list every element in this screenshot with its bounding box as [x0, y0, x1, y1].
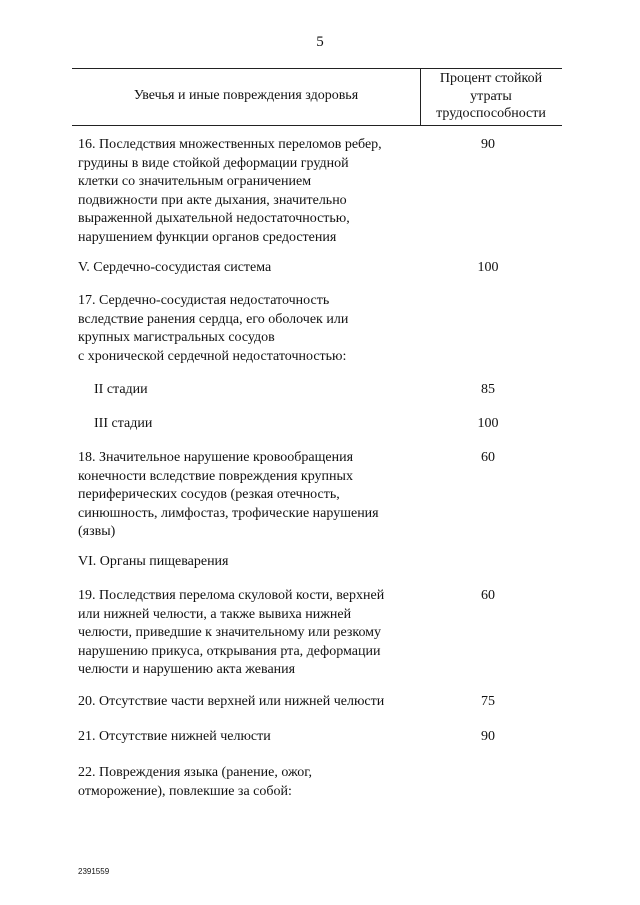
entry-21: [78, 728, 271, 747]
entry-line: 22. Повреждения языка (ранение, ожог,: [78, 765, 312, 780]
entry-line: конечности вследствие повреждения крупных: [78, 468, 353, 484]
header-percent-line: утраты: [470, 88, 512, 104]
entry-16-percent: 90: [481, 137, 495, 152]
table-header-rule: [72, 125, 562, 126]
entry-line: III стадии: [94, 416, 153, 431]
entry-line: 16. Последствия множественных переломов ребер,: [78, 137, 382, 152]
entry-line: периферических сосудов (резкая отечность,: [78, 487, 340, 502]
entry-19: [78, 587, 384, 680]
entry-line: синюшность, лимфостаз, трофические нарушения: [78, 505, 379, 521]
entry-18-percent: 60: [481, 450, 495, 465]
entry-line: II стадии: [94, 382, 148, 397]
entry-line: грудины в виде стойкой деформации грудной: [78, 155, 349, 171]
entry-line: 18. Значительное нарушение кровообращения: [78, 450, 354, 465]
entry-22: [78, 764, 312, 801]
entry-line: отморожение), повлекшие за собой:: [78, 783, 292, 799]
entry-line: челюсти, приведшие к значительному или резкому: [78, 625, 382, 640]
entry-line: 19. Последствия перелома скуловой кости, верхней: [78, 588, 385, 603]
header-percent-column: [421, 70, 561, 123]
entry-line: вследствие ранения сердца, его оболочек или: [78, 311, 349, 327]
entry-line: нарушением функции органов средостения: [78, 229, 337, 245]
entry-18: [78, 449, 379, 542]
entry-17-stage-ii: [94, 381, 148, 400]
section-vi-heading: [78, 553, 229, 572]
entry-line: или нижней челюсти, а также вывиха нижней: [78, 606, 352, 622]
entry-17-stage-iii-percent: 100: [477, 416, 499, 431]
entry-17-stage-ii-percent: 85: [481, 382, 495, 397]
entry-20: [78, 693, 384, 712]
document-code: 2391559: [78, 867, 110, 876]
entry-line: с хронической сердечной недостаточностью:: [78, 348, 347, 364]
entry-16: [78, 136, 382, 247]
table-top-rule: [72, 68, 562, 69]
header-percent-line: Процент стойкой: [439, 71, 543, 86]
entry-line: челюсти и нарушению акта жевания: [78, 662, 296, 677]
section-v-percent: 100: [477, 260, 499, 275]
page-number: 5: [316, 34, 324, 50]
entry-17: [78, 292, 348, 366]
entry-21-percent: 90: [481, 729, 495, 744]
entry-line: V. Сердечно-сосудистая система: [78, 260, 272, 275]
entry-19-percent: 60: [481, 588, 495, 603]
entry-line: выраженной дыхательной недостаточностью,: [78, 211, 350, 226]
header-percent-line: трудоспособности: [436, 106, 546, 121]
entry-line: подвижности при акте дыхания, значительно: [78, 192, 347, 208]
entry-line: 20. Отсутствие части верхней или нижней челюсти: [78, 694, 385, 709]
entry-20-percent: 75: [481, 694, 495, 709]
entry-17-stage-iii: [94, 415, 152, 434]
entry-line: (язвы): [78, 524, 116, 539]
entry-line: VI. Органы пищеварения: [78, 554, 229, 569]
entry-line: клетки со значительным ограничением: [78, 174, 312, 189]
header-injuries-column: Увечья и иные повреждения здоровья: [133, 88, 359, 103]
section-v-heading: [78, 259, 271, 278]
entry-line: нарушению прикуса, открывания рта, деформации: [78, 643, 381, 659]
entry-line: 21. Отсутствие нижней челюсти: [78, 729, 271, 744]
entry-line: крупных магистральных сосудов: [78, 330, 275, 345]
entry-line: 17. Сердечно-сосудистая недостаточность: [78, 293, 330, 308]
